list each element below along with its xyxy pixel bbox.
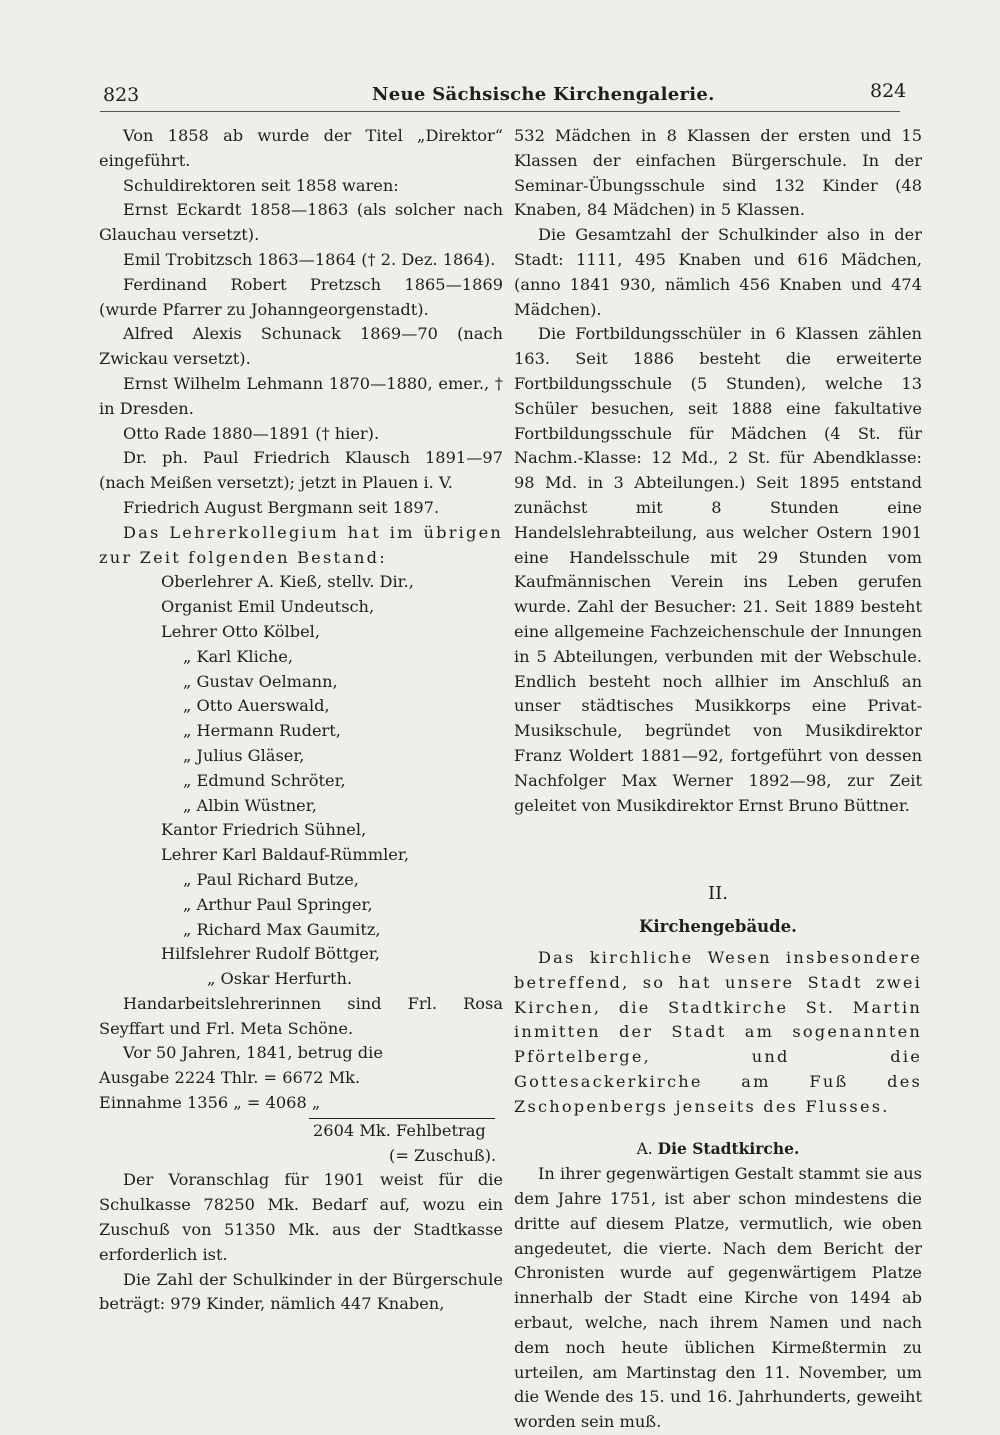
staff-entry: „ Paul Richard Butze, [183,869,359,889]
staff-entry: „ Edmund Schröter, [183,770,346,790]
section-title: Kirchengebäude. [639,917,797,937]
staff-entry: „ Hermann Rudert, [183,721,341,741]
paragraph-directors-intro: Schuldirektoren seit 1858 waren: [123,175,399,195]
paragraph-further-education: Die Fortbildungsschüler in 6 Klassen zählen 163. Seit 1886 besteht die erweiterte Fortbildungsschule (5 Stunden), welche 13 Schüler besuchen, seit 1888 eine fakultative Fortbildungsschule für Mädchen (4 St. für Nachm.-Klasse: 12 Md., 2 St. für Abendklasse: 98 Md. in 3 Abteilungen.) Seit 1895 entstand zunächst mit 8 Stunden eine Handelslehrabteilung, aus welcher Ostern 1901 eine Handelsschule mit 29 Stunden vom Kaufmännischen Verein ins Leben gerufen wurde. Zahl der Besucher: 21. Seit 1889 besteht eine allgemeine Fachzeichenschule der Innungen in 5 Abteilungen, verbunden mit der Webschule. Endlich besteht noch allhier im Anschluß an unser städtisches Musikkorps eine Privat-Musikschule, begründet von Musikdirektor Franz Woldert 1881—92, fortgeführt von dessen Nachfolger Max Werner 1892—98, zur Zeit geleitet von Musikdirektor Ernst Bruno Büttner. [514,324,922,815]
paragraph-girls-classes: 532 Mädchen in 8 Klassen der ersten und 15 Klassen der einfachen Bürgerschule. In der Seminar-Übungsschule sind 132 Kinder (48 Knaben, 84 Mädchen) in 5 Klassen. [514,126,922,220]
staff-entry: „ Arthur Paul Springer, [183,894,373,914]
budget-calculation [99,1041,503,1168]
paragraph-budget-1901: Der Voranschlag für 1901 weist für die Schulkasse 78250 Mk. Bedarf auf, wozu ein Zuschuß von 51350 Mk. aus der Stadtkasse erforderlich ist. [99,1170,503,1264]
director-entry: Otto Rade 1880—1891 († hier). [123,423,380,443]
staff-entry: Hilfslehrer Rudolf Böttger, [161,944,380,964]
staff-entry: „ Richard Max Gaumitz, [183,919,381,939]
header-rule [100,111,900,112]
director-entry: Dr. ph. Paul Friedrich Klausch 1891—97 (nach Meißen versetzt); jetzt in Plauen i. V. [99,448,503,493]
running-title: Neue Sächsische Kirchengalerie. [372,84,715,105]
subsection-letter: A. [636,1140,653,1159]
staff-entry: Oberlehrer A. Kieß, stellv. Dir., [161,572,414,592]
page-number-right: 824 [870,80,907,102]
staff-entry: „ Karl Kliche, [183,646,294,666]
calc-line: Ausgabe 2224 Thlr. = 6672 Mk. [99,1068,361,1088]
director-entry: Emil Trobitzsch 1863—1864 († 2. Dez. 1864). [123,249,496,269]
staff-entry: Lehrer Otto Kölbel, [161,621,320,641]
right-column [514,124,922,1435]
paragraph-churches: Das kirchliche Wesen insbesondere betreffend, so hat unsere Stadt zwei Kirchen, die Stadtkirche St. Martin inmitten der Stadt am sogenannten Pförtelberge, und die Gottesackerkirche am Fuß des Zschopenbergs jenseits des Flusses. [514,947,922,1116]
subsection-title: Die Stadtkirche. [657,1139,800,1159]
directors-list [99,198,503,520]
page-number-left: 823 [103,84,140,106]
paragraph-director-title: Von 1858 ab wurde der Titel „Direktor“ eingeführt. [99,126,503,170]
staff-entry: Organist Emil Undeutsch, [161,597,375,617]
director-entry: Ernst Eckardt 1858—1863 (als solcher nach Glauchau versetzt). [99,200,503,245]
staff-entry: Kantor Friedrich Sühnel, [161,820,367,840]
paragraph-town-church: In ihrer gegenwärtigen Gestalt stammt sie aus dem Jahre 1751, ist aber schon mindestens die dritte auf diesem Platze, vermutlich, wie oben angedeutet, die vierte. Nach dem Bericht der Chronisten wurde auf gegenwärtigem Platze innerhalb der Stadt eine Kirche von 1494 ab erbaut, welche, nach ihrem Namen und nach dem noch heute üblichen Kirmeßtermin zu urteilen, am Martinstag den 11. November, um die Wende des 15. und 16. Jahrhunderts, geweiht worden sein muß. [514,1164,922,1432]
section-number: II. [708,883,728,905]
director-entry: Alfred Alexis Schunack 1869—70 (nach Zwickau versetzt). [99,324,503,369]
left-column [99,124,503,1317]
staff-list [99,570,503,992]
director-entry: Ernst Wilhelm Lehmann 1870—1880, emer., † in Dresden. [99,373,503,418]
staff-entry: „ Otto Auerswald, [183,696,330,716]
paragraph-staff-intro: Das Lehrerkollegium hat im übrigen zur Zeit folgenden Bestand: [99,522,503,567]
staff-entry: „ Oskar Herfurth. [207,969,353,989]
paragraph-pupil-count: Die Zahl der Schulkinder in der Bürgerschule beträgt: 979 Kinder, nämlich 447 Knaben, [99,1269,503,1314]
calc-line: Einnahme 1356 „ = 4068 „ [99,1093,321,1113]
staff-entry: „ Albin Wüstner, [183,795,317,815]
director-entry: Friedrich August Bergmann seit 1897. [123,497,440,517]
staff-entry: Lehrer Karl Baldauf-Rümmler, [161,845,409,865]
staff-entry: „ Gustav Oelmann, [183,671,338,691]
calc-line: (= Zuschuß). [389,1145,497,1165]
subsection-heading [514,1137,922,1162]
paragraph-total-pupils: Die Gesamtzahl der Schulkinder also in der Stadt: 1111, 495 Knaben und 616 Mädchen, (anno 1841 930, nämlich 456 Knaben und 474 Mädchen). [514,225,922,319]
paragraph-needlework: Handarbeitslehrerinnen sind Frl. Rosa Seyffart und Frl. Meta Schöne. [99,993,503,1038]
staff-entry: „ Julius Gläser, [183,745,305,765]
calc-line: Vor 50 Jahren, 1841, betrug die [123,1043,383,1063]
director-entry: Ferdinand Robert Pretzsch 1865—1869 (wurde Pfarrer zu Johanngeorgenstadt). [99,274,503,319]
calc-line: 2604 Mk. Fehlbetrag [313,1120,486,1140]
